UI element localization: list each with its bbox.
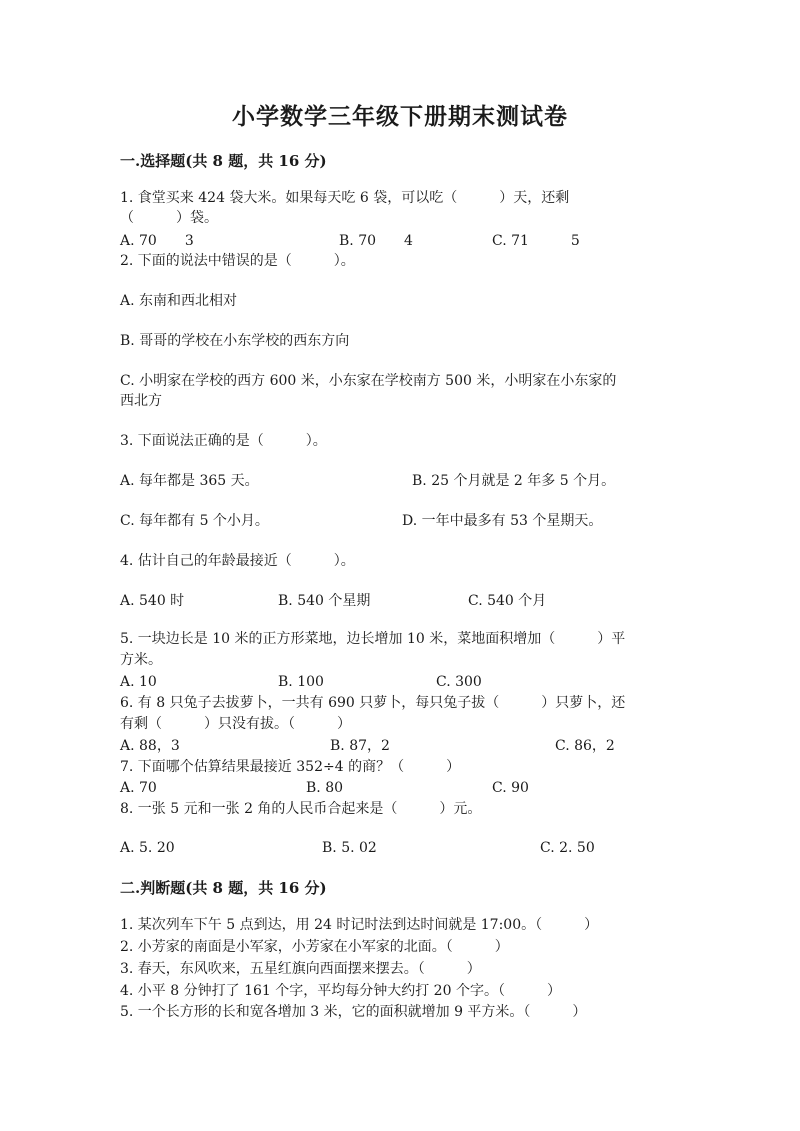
q8-option-a: A. 5. 20 [120, 840, 175, 856]
q3-option-a: A. 每年都是 365 天。 [120, 473, 259, 489]
judgement-item: 3. 春天，东风吹来，五星红旗向西面摆来摆去。（ ） [120, 961, 481, 977]
judgement-item: 4. 小平 8 分钟打了 161 个字，平均每分钟大约打 20 个字。（ ） [120, 983, 561, 999]
q5-option-a: A. 10 [120, 674, 157, 690]
q5-stem-line2: 方米。 [120, 652, 162, 668]
q6-option-a: A. 88，3 [120, 738, 180, 754]
q4-option-c: C. 540 个月 [468, 593, 547, 609]
q5-stem-line1: 5. 一块边长是 10 米的正方形菜地，边长增加 10 米，菜地面积增加（ ）平 [120, 631, 626, 647]
q4-option-a: A. 540 时 [120, 593, 185, 609]
q4-option-b: B. 540 个星期 [278, 593, 371, 609]
q7-option-b: B. 80 [306, 780, 344, 796]
judgement-item: 1. 某次列车下午 5 点到达，用 24 时记时法到达时间就是 17:00。（ ） [120, 917, 599, 933]
q8-option-c: C. 2. 50 [540, 840, 595, 856]
q3-option-c: C. 每年都有 5 个小月。 [120, 513, 269, 529]
q1-stem-line2: （ ）袋。 [120, 210, 218, 226]
judgement-item: 2. 小芳家的南面是小军家，小芳家在小军家的北面。（ ） [120, 939, 509, 955]
q7-option-a: A. 70 [120, 780, 157, 796]
page-title: 小学数学三年级下册期末测试卷 [232, 103, 568, 130]
q2-stem: 2. 下面的说法中错误的是（ ）。 [120, 253, 355, 269]
section-heading-choice: 一.选择题(共 8 题，共 16 分) [120, 152, 327, 170]
q8-option-b: B. 5. 02 [322, 840, 377, 856]
q3-stem: 3. 下面说法正确的是（ ）。 [120, 433, 327, 449]
q7-stem: 7. 下面哪个估算结果最接近 352÷4 的商？（ ） [120, 759, 461, 775]
q5-option-b: B. 100 [278, 674, 324, 690]
q3-option-b: B. 25 个月就是 2 年多 5 个月。 [412, 473, 616, 489]
q2-option-a: A. 东南和西北相对 [120, 293, 238, 309]
q7-option-c: C. 90 [492, 780, 529, 796]
judgement-item: 5. 一个长方形的长和宽各增加 3 米，它的面积就增加 9 平方米。（ ） [120, 1004, 587, 1020]
q2-option-c-line1: C. 小明家在学校的西方 600 米，小东家在学校南方 500 米，小明家在小东家的 [120, 373, 617, 389]
q6-option-b: B. 87，2 [330, 738, 390, 754]
q4-stem: 4. 估计自己的年龄最接近（ ）。 [120, 553, 355, 569]
section-heading-judgement: 二.判断题(共 8 题，共 16 分) [120, 879, 327, 897]
q1-option-c: C. 71 5 [492, 233, 580, 249]
q2-option-b: B. 哥哥的学校在小东学校的西东方向 [120, 333, 350, 349]
q6-stem-line2: 有剩（ ）只没有拔。（ ） [120, 716, 351, 732]
q6-option-c: C. 86，2 [555, 738, 615, 754]
q2-option-c-line2: 西北方 [120, 393, 162, 409]
q1-option-b: B. 70 4 [339, 233, 413, 249]
q8-stem: 8. 一张 5 元和一张 2 角的人民币合起来是（ ）元。 [120, 801, 482, 817]
q1-option-a: A. 70 3 [120, 233, 194, 249]
q6-stem-line1: 6. 有 8 只兔子去拔萝卜，一共有 690 只萝卜，每只兔子拔（ ）只萝卜，还 [120, 695, 626, 711]
q5-option-c: C. 300 [436, 674, 482, 690]
q1-stem-line1: 1. 食堂买来 424 袋大米。如果每天吃 6 袋，可以吃（ ）天，还剩 [120, 190, 570, 206]
q3-option-d: D. 一年中最多有 53 个星期天。 [402, 513, 603, 529]
